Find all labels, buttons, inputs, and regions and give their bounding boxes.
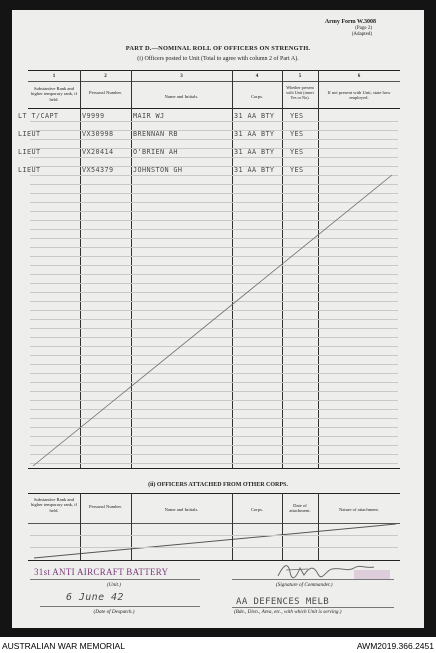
header-personal-number: Personal Number.: [89, 90, 122, 95]
form-adapted: (Adapted): [351, 32, 372, 37]
table2-header-rule: [28, 523, 400, 524]
header2-name: Name and Initials.: [164, 507, 199, 512]
row-present: YES: [290, 148, 304, 156]
header2-corps: Corps.: [250, 507, 264, 512]
row-name: O'BRIEN AH: [133, 148, 178, 156]
date-label: (Date of Despatch.): [93, 609, 135, 615]
signature-label: (Signature of Commander.): [276, 582, 333, 588]
header-not-present: If not present with Unit, state how employed.: [327, 90, 391, 101]
row-rank: LT T/CAPT: [18, 112, 59, 120]
signature-line: [232, 579, 394, 580]
row-number: VX54379: [82, 166, 114, 174]
commander-signature: [274, 560, 394, 584]
row-present: YES: [290, 166, 304, 174]
table2-col-divider: [318, 493, 319, 560]
row-number: VX30998: [82, 130, 114, 138]
header2-personal-number: Personal Number.: [89, 504, 122, 509]
header2-nature-of-attachment: Nature of attachment.: [339, 507, 379, 512]
row-present: YES: [290, 112, 304, 120]
table2-ruled-line: [30, 547, 398, 548]
column-number: 4: [255, 74, 259, 79]
row-corps: 31 AA BTY: [234, 148, 275, 156]
row-name: BRENNAN RB: [133, 130, 178, 138]
formation-hand: AA DEFENCES MELB: [236, 597, 330, 607]
caption-bar: [0, 637, 436, 653]
form-id: Army Form W.3008: [324, 19, 376, 25]
table2-col-divider: [282, 493, 283, 560]
row-present: YES: [290, 130, 304, 138]
row-number: V9999: [82, 112, 105, 120]
header-corps: Corps.: [250, 94, 264, 99]
header-present: Whether present with Unit (insert Yes or No).: [286, 85, 314, 100]
formation-label: (Bde., Divn., Area, etc., with which Unit is serving.): [234, 609, 342, 615]
row-corps: 31 AA BTY: [234, 166, 275, 174]
row-name: JOHNSTON GH: [133, 166, 183, 174]
column-number: 6: [357, 74, 361, 79]
header-name: Name and Initials.: [164, 94, 199, 99]
header-rank: Substantive Rank and higher temporary rank, if held.: [30, 86, 78, 102]
table2-top-rule: [28, 493, 400, 494]
column-number: 5: [298, 74, 302, 79]
row-corps: 31 AA BTY: [234, 130, 275, 138]
section1-title: (i) Officers posted to Unit (Total to agree with column 2 of Part A).: [137, 56, 299, 62]
row-corps: 31 AA BTY: [234, 112, 275, 120]
unit-line: [30, 579, 200, 580]
row-name: MAIR WJ: [133, 112, 165, 120]
part-title: PART D.—NOMINAL ROLL OF OFFICERS ON STRENGTH.: [125, 45, 311, 52]
table2-col-divider: [232, 493, 233, 560]
formation-line: [232, 607, 394, 608]
row-rank: LIEUT: [18, 166, 41, 174]
unit-label: (Unit.): [107, 582, 121, 588]
form-page: (Page 2): [355, 26, 372, 31]
column-number: 2: [104, 74, 107, 79]
table2-ruled-line: [30, 535, 398, 536]
despatch-date: 6 June 42: [66, 592, 124, 603]
row-rank: LIEUT: [18, 148, 41, 156]
column-number: 3: [180, 74, 183, 79]
table2-col-divider: [131, 493, 132, 560]
row-rank: LIEUT: [18, 130, 41, 138]
header2-rank: Substantive Rank and higher temporary rank, if held.: [30, 497, 78, 513]
date-line: [40, 606, 200, 607]
column-number: 1: [52, 74, 56, 79]
caption-institution: AUSTRALIAN WAR MEMORIAL: [2, 641, 125, 651]
unit-stamp: 31st ANTI AIRCRAFT BATTERY: [34, 567, 169, 577]
section2-title: (ii) OFFICERS ATTACHED FROM OTHER CORPS.: [148, 482, 288, 488]
header2-date-of-attachment: Date of attachment.: [289, 503, 311, 514]
caption-accession-number: AWM2019.366.2451: [356, 641, 434, 651]
row-number: VX20414: [82, 148, 114, 156]
table2-col-divider: [80, 493, 81, 560]
